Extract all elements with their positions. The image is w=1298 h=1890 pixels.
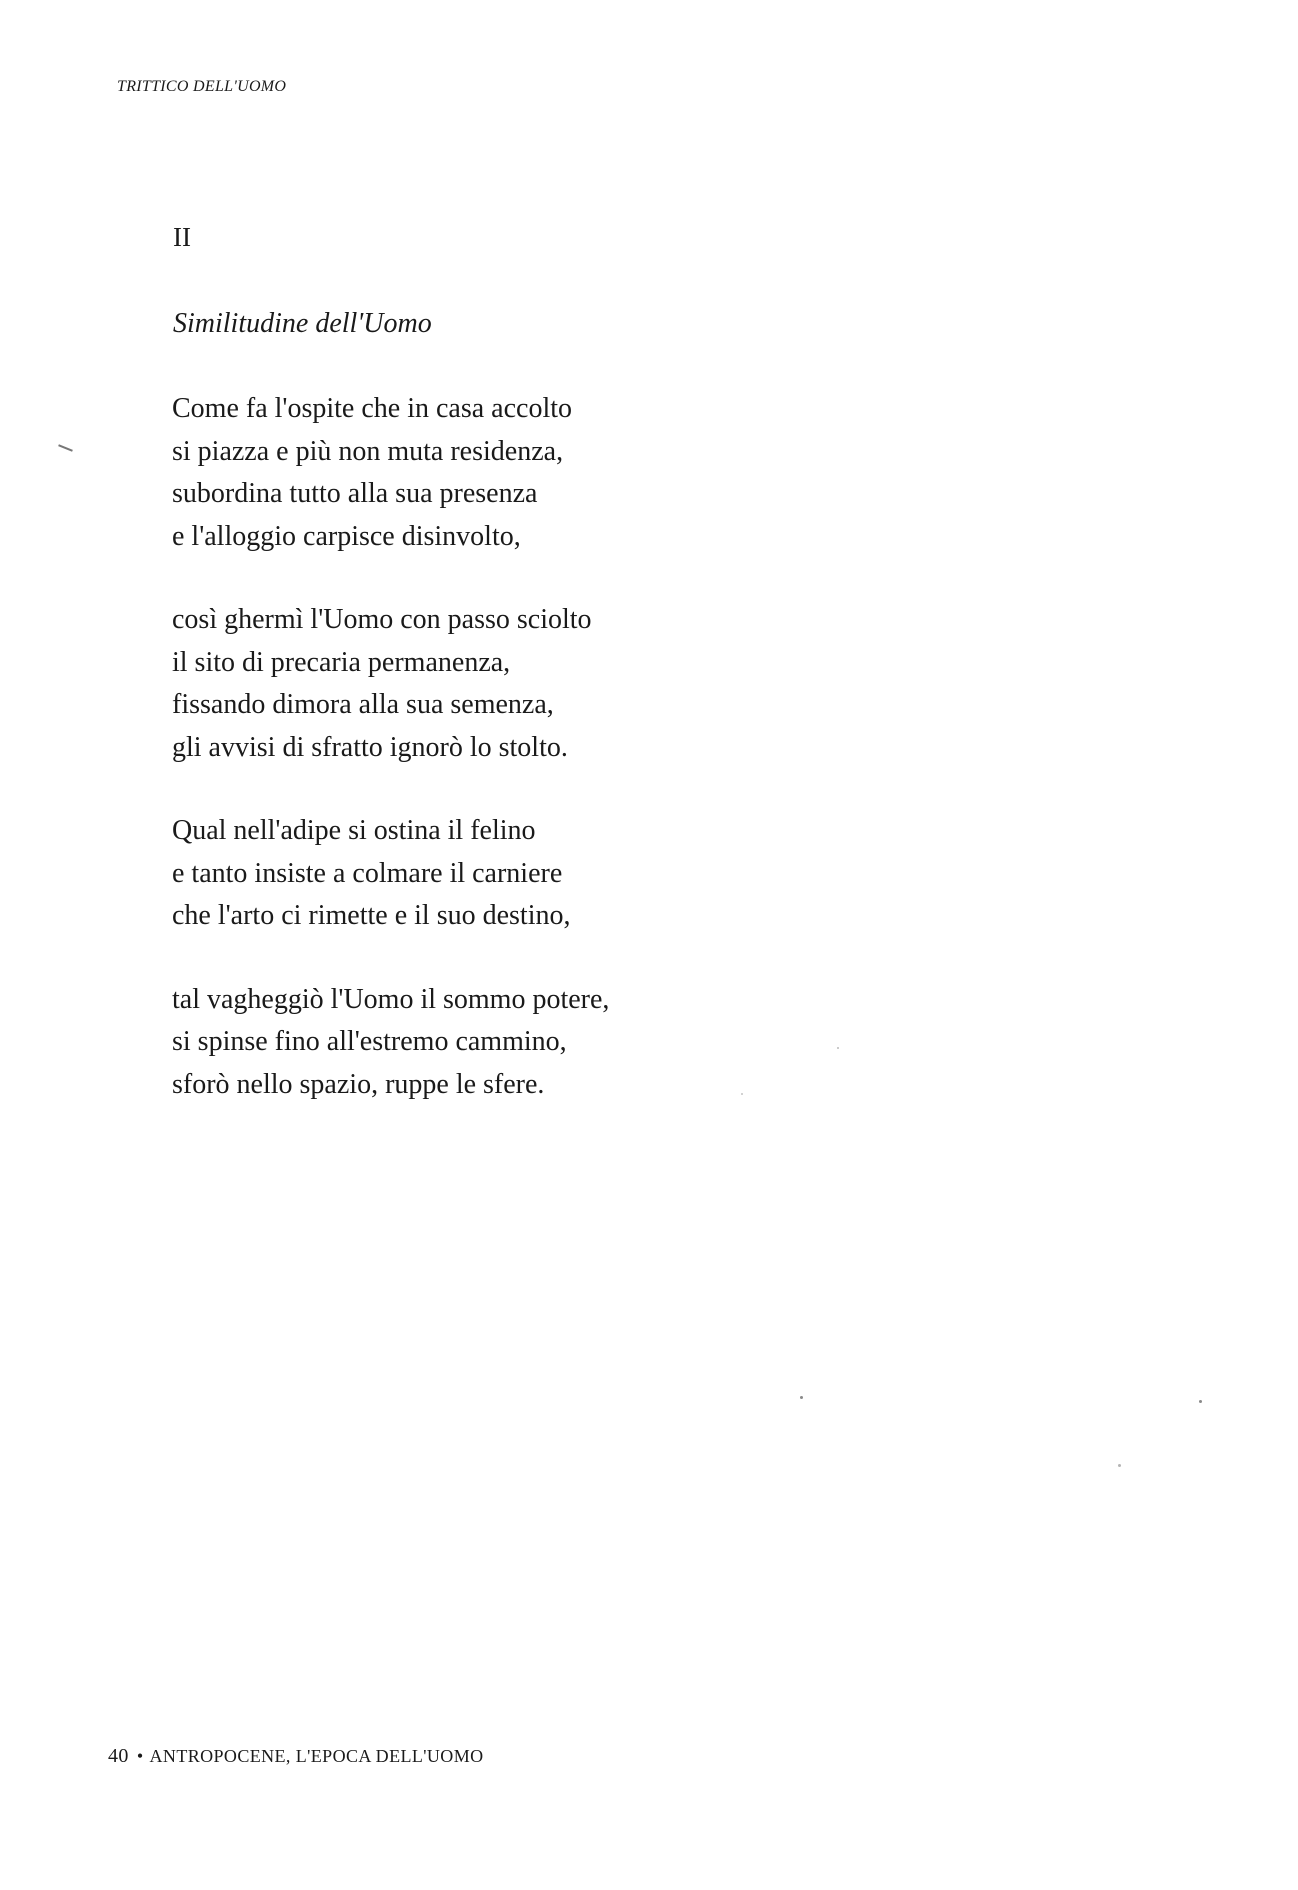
verse-line: il sito di precaria permanenza,: [172, 646, 511, 678]
print-speck: [1118, 1464, 1121, 1467]
verse-line: tal vagheggiò l'Uomo il sommo potere,: [172, 983, 610, 1015]
verse-line: che l'arto ci rimette e il suo destino,: [172, 900, 571, 931]
verse-line: Qual nell'adipe si ostina il felino: [172, 815, 536, 846]
verse-line: sforò nello spazio, ruppe le sfere.: [172, 1068, 545, 1100]
verse-line: e l'alloggio carpisce disinvolto,: [172, 520, 521, 552]
poem-body: [172, 388, 732, 1147]
book-title: ANTROPOCENE, L'EPOCA DELL'UOMO: [149, 1746, 484, 1766]
print-speck: [837, 1047, 839, 1049]
stanza-1: [172, 388, 732, 558]
verse-line: Come fa l'ospite che in casa accolto: [172, 393, 572, 424]
footer-separator: •: [136, 1746, 144, 1766]
verse-line: gli avvisi di sfratto ignorò lo stolto.: [172, 731, 568, 763]
page-number: 40: [108, 1745, 129, 1767]
margin-mark: [58, 444, 73, 451]
verse-line: si piazza e più non muta residenza,: [172, 435, 564, 467]
poem-title: Similitudine dell'Uomo: [173, 308, 432, 339]
verse-line: così ghermì l'Uomo con passo sciolto: [172, 604, 592, 635]
stanza-2: [172, 599, 732, 769]
page-footer: [108, 1745, 484, 1768]
stanza-4: [172, 979, 732, 1107]
print-speck: [1199, 1400, 1202, 1403]
verse-line: e tanto insiste a colmare il carniere: [172, 857, 563, 889]
stanza-3: [172, 810, 732, 938]
print-speck: [741, 1093, 743, 1095]
verse-line: subordina tutto alla sua presenza: [172, 478, 538, 509]
verse-line: fissando dimora alla sua semenza,: [172, 689, 554, 720]
section-numeral: II: [173, 222, 191, 252]
print-speck: [800, 1396, 803, 1399]
verse-line: si spinse fino all'estremo cammino,: [172, 1026, 567, 1057]
running-header: TRITTICO DELL'UOMO: [117, 78, 287, 95]
